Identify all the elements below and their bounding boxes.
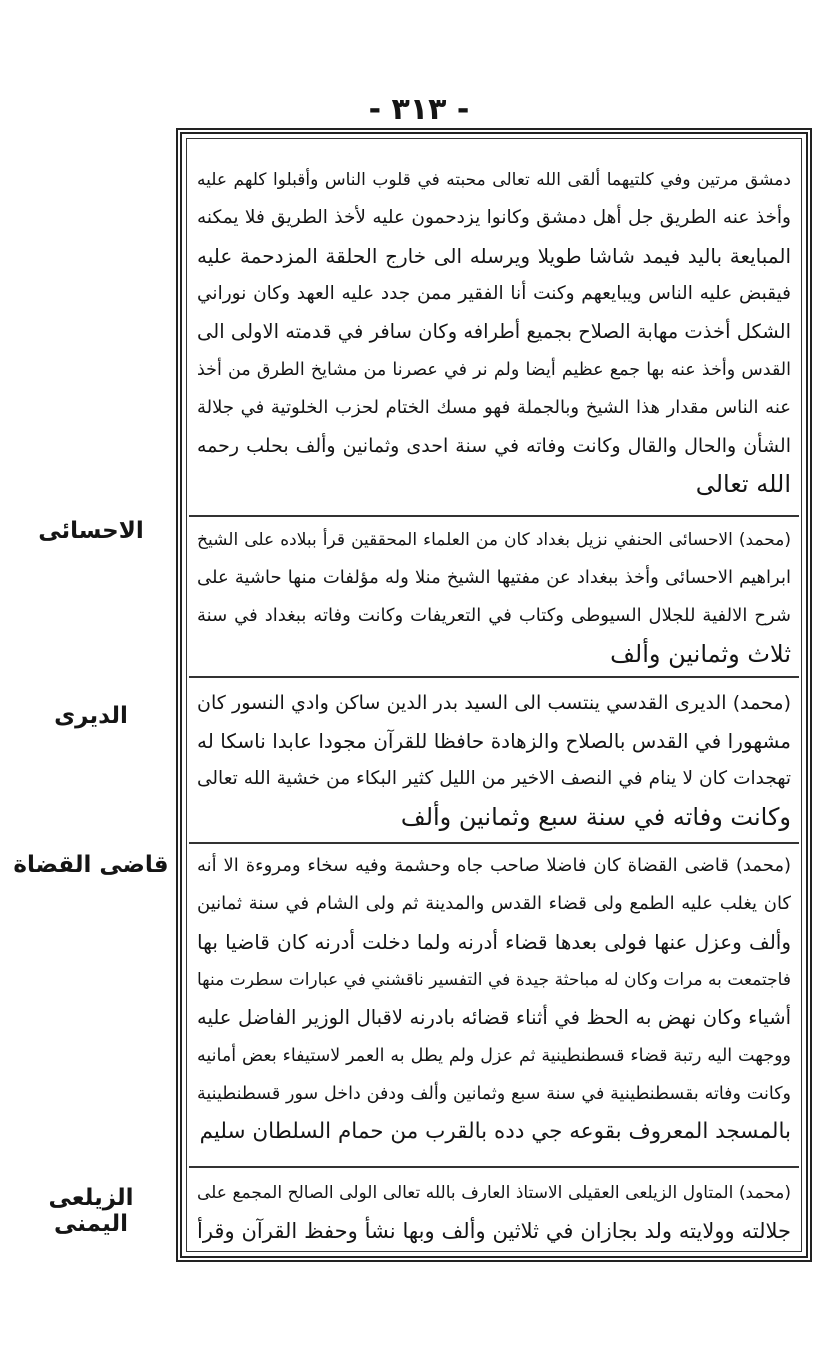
text-line: بالمسجد المعروف بقوعه جي دده بالقرب من حمام السلطان سليم (199, 1119, 791, 1144)
text-line: ابراهيم الاحسائى وأخذ ببغداد عن مفتيها الشيخ منلا وله مؤلفات منها حاشية على (197, 567, 791, 588)
text-line: وكانت وفاته بقسطنطينية في سنة سبع وثمانين وألف ودفن داخل سور قسطنطينية (197, 1084, 791, 1104)
text-line: وكانت وفاته في سنة سبع وثمانين وألف (400, 803, 791, 831)
entry-qadi-qudat (197, 847, 791, 1151)
text-line: (محمد) الديرى القدسي ينتسب الى السيد بدر الدين ساكن وادي النسور كان (197, 692, 791, 714)
entry-separator (189, 842, 799, 844)
text-line: المبايعة باليد فيمد شاشا طويلا ويرسله الى خارج الحلقة المزدحمة عليه (197, 244, 791, 268)
entry-separator (189, 1166, 799, 1168)
entry-continuation (197, 161, 791, 503)
margin-note-ahsai: الاحسائى (38, 518, 144, 544)
entry-ahsai (197, 521, 791, 673)
text-line: دمشق مرتين وفي كلتيهما ألقى الله تعالى محبته في قلوب الناس وأقبلوا كلهم عليه (197, 170, 791, 190)
page-number: - ٣١٣ - (368, 92, 470, 127)
text-line: أشياء وكان نهض به الحظ في أثناء قضائه بادرنه لاقبال الوزير الفاضل عليه (197, 1006, 791, 1029)
text-line: فيقبض عليه الناس ويبايعهم وكنت أنا الفقير ممن جدد عليه العهد وكان نوراني (197, 283, 791, 304)
text-line: الشكل أخذت مهابة الصلاح بجميع أطرافه وكان سافر في قدمته الاولى الى (197, 320, 791, 343)
text-line: وأخذ عنه الطريق جل أهل دمشق وكانوا يزدحمون عليه لأخذ الطريق فلا يمكنه (197, 207, 791, 228)
text-line: مشهورا في القدس بالصلاح والزهادة حافظا للقرآن مجودا عابدا ناسكا له (197, 729, 791, 753)
text-line: الشأن والحال والقال وكانت وفاته في سنة احدى وثمانين وألف بحلب رحمه (197, 435, 791, 457)
text-line: تهجدات كان لا ينام في النصف الاخير من الليل كثير البكاء من خشية الله تعالى (197, 768, 791, 789)
entry-zaylai (197, 1174, 791, 1250)
text-line: (محمد) قاضى القضاة كان فاضلا صاحب جاه وحشمة وفيه سخاء ومروءة الا أنه (197, 855, 791, 876)
entry-dayri (197, 684, 791, 836)
text-line: جلالته وولايته ولد بجازان في ثلاثين وألف وبها نشأ وحفظ القرآن وقرأ (197, 1219, 791, 1243)
text-line: فاجتمعت به مرات وكان له مباحثة جيدة في التفسير ناقشني في عبارات سطرت منها (197, 970, 791, 990)
text-line: القدس وأخذ عنه بها جمع عظيم أيضا ولم نر في عصرنا من مشايخ الطرق من أخذ (197, 360, 791, 380)
margin-note-qadi-qudat: قاضى القضاة (13, 852, 169, 878)
entry-separator (189, 515, 799, 517)
text-block (186, 138, 802, 1252)
text-line: الله تعالى (695, 470, 791, 498)
text-line: (محمد) الاحسائى الحنفي نزيل بغداد كان من العلماء المحققين قرأ ببلاده على الشيخ (197, 530, 791, 550)
text-line: عنه الناس مقدار هذا الشيخ وبالجملة فهو مسك الختام لحزب الخلوتية في جلالة (197, 397, 791, 418)
text-line: شرح الالفية للجلال السيوطى وكتاب في التعريفات وكانت وفاته ببغداد في سنة (197, 605, 791, 626)
margin-note-dayri: الديرى (54, 703, 128, 729)
text-line: وألف وعزل عنها فولى بعدها قضاء أدرنه ولما دخلت أدرنه كان قاضيا بها (197, 930, 791, 954)
margin-note-zaylai: الزيلعى اليمنى (48, 1185, 134, 1237)
text-line: ثلاث وثمانين وألف (610, 640, 791, 668)
text-line: كان يغلب عليه الطمع ولى قضاء القدس والمدينة ثم ولى الشام في سنة ثمانين (197, 893, 791, 914)
entry-separator (189, 676, 799, 678)
text-line: ووجهت اليه رتبة قضاء قسطنطينية ثم عزل ولم يطل به العمر لاستيفاء بعض أمانيه (197, 1046, 791, 1066)
text-line: (محمد) المتاول الزيلعى العقيلى الاستاذ العارف بالله تعالى الولى الصالح المجمع على (197, 1183, 791, 1203)
page-frame (176, 128, 812, 1262)
